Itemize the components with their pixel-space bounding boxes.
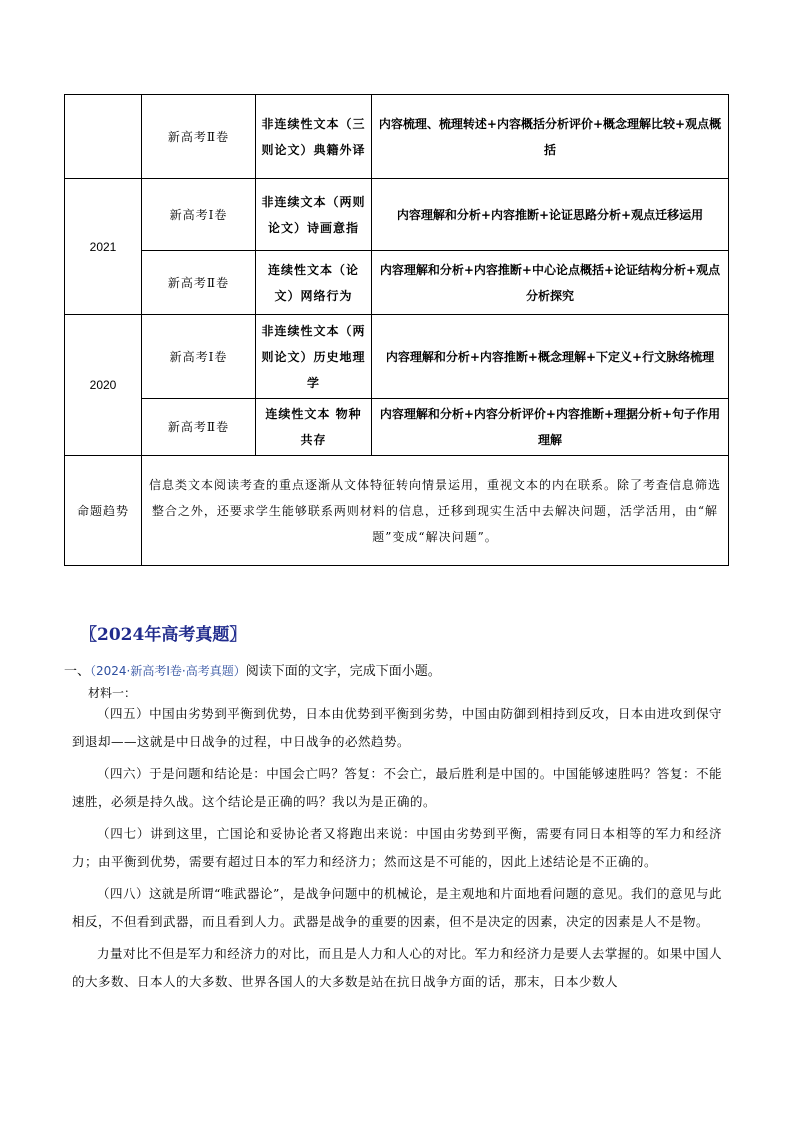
paper-cell: 新高考Ⅰ卷 [142,179,256,251]
content-cell: 内容理解和分析+内容推断+论证思路分析+观点迁移运用 [372,179,729,251]
exam-analysis-table [64,94,729,566]
source-tag: （2024·新高考Ⅰ卷·高考真题） [90,664,246,678]
year-cell-empty [65,95,142,179]
trend-text: 信息类文本阅读考查的重点逐渐从文体特征转向情景运用，重视文本的内在联系。除了考查信息筛选整合之外，还要求学生能够联系两则材料的信息，迁移到现实生活中去解决问题，活学活用，由“解题”变成“解决问题”。 [142,456,729,566]
passage-paragraph: （四六）于是问题和结论是：中国会亡吗？答复：不会亡，最后胜利是中国的。中国能够速胜吗？答复：不能速胜，必须是持久战。这个结论是正确的吗？我以为是正确的。 [72,766,722,809]
text-type-cell: 非连续文本（两则论文）诗画意指 [256,179,372,251]
passage-paragraph: （四五）中国由劣势到平衡到优势，日本由优势到平衡到劣势，中国由防御到相持到反攻，日本由进攻到保守到退却——这就是中日战争的过程，中日战争的必然趋势。 [72,706,722,749]
passage-paragraph: 力量对比不但是军力和经济力的对比，而且是人力和人心的对比。军力和经济力是要人去掌握的。如果中国人的大多数、日本人的大多数、世界各国人的大多数是站在抗日战争方面的话，那末，日本少数人 [72,946,722,989]
section-heading: 〖2024年高考真题〗 [80,625,247,645]
content-cell: 内容理解和分析+内容推断+概念理解+下定义+行文脉络梳理 [372,315,729,399]
year-cell: 2021 [65,179,142,315]
paper-cell: 新高考Ⅱ卷 [142,399,256,456]
text-type-cell: 非连续性文本（两则论文）历史地理学 [256,315,372,399]
table-row [65,251,729,315]
trend-label: 命题趋势 [65,456,142,566]
text-type-cell: 连续性文本（论文）网络行为 [256,251,372,315]
question-number: 一、 [64,664,91,679]
year-cell: 2020 [65,315,142,456]
passage-paragraph: （四八）这就是所谓“唯武器论”，是战争问题中的机械论，是主观地和片面地看问题的意见。我们的意见与此相反，不但看到武器，而且看到人力。武器是战争的重要的因素，但不是决定的因素，决定的因素是人不是物。 [72,886,722,929]
content-cell: 内容理解和分析+内容推断+中心论点概括+论证结构分析+观点分析探究 [372,251,729,315]
passage [72,700,722,1000]
passage-paragraph: （四七）讲到这里，亡国论和妥协论者又将跑出来说：中国由劣势到平衡，需要有同日本相等的军力和经济力；由平衡到优势，需要有超过日本的军力和经济力；然而这是不可能的，因此上述结论是不正确的。 [72,826,722,869]
content-cell: 内容理解和分析+内容分析评价+内容推断+理据分析+句子作用理解 [372,399,729,456]
table-row-trend [65,456,729,566]
content-cell: 内容梳理、梳理转述+内容概括分析评价+概念理解比较+观点概括 [372,95,729,179]
table-row [65,399,729,456]
table-row [65,95,729,179]
question-line [64,660,441,679]
text-type-cell: 连续性文本 物种共存 [256,399,372,456]
table-row [65,179,729,251]
paper-cell: 新高考Ⅱ卷 [142,251,256,315]
question-instruction: 阅读下面的文字，完成下面小题。 [245,664,441,679]
material-label: 材料一： [88,686,137,700]
text-type-cell: 非连续性文本（三则论文）典籍外译 [256,95,372,179]
table-row [65,315,729,399]
paper-cell: 新高考Ⅰ卷 [142,315,256,399]
paper-cell: 新高考Ⅱ卷 [142,95,256,179]
